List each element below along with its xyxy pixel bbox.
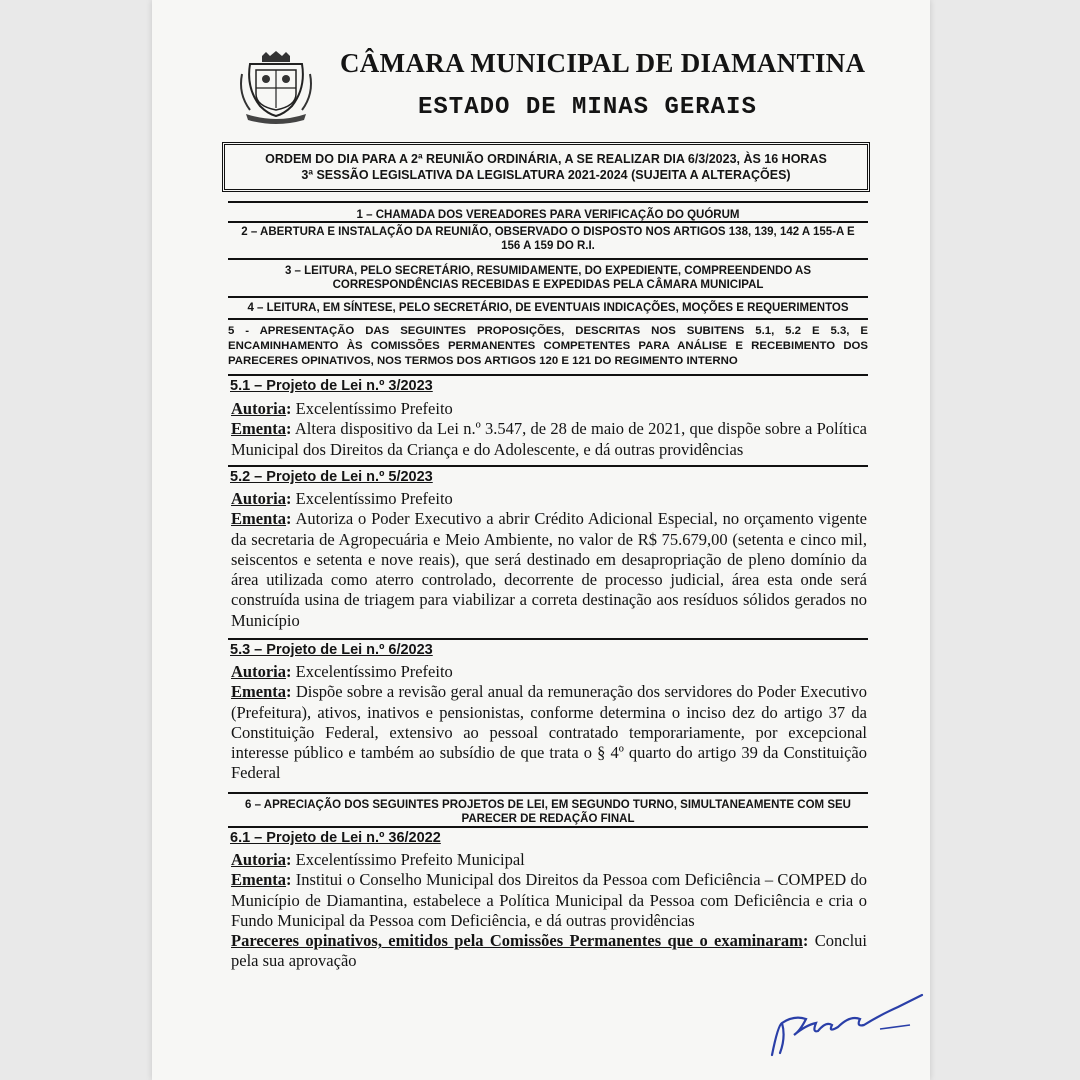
item-6-1-heading: 6.1 – Projeto de Lei n.º 36/2022 <box>230 830 441 846</box>
autoria-label: Autoria <box>231 850 286 869</box>
section-2-line-1: 2 – ABERTURA E INSTALAÇÃO DA REUNIÃO, OBSERVADO O DISPOSTO NOS ARTIGOS 138, 139, 142 A 155-A E <box>241 226 855 238</box>
item-6-1-ementa: Ementa: Institui o Conselho Municipal dos Direitos da Pessoa com Deficiência – COMPED do Município de Diamantina, estabelece a Política Municipal da Pessoa com Deficiência e cria o Fundo Municipal da Pessoa com Deficiência, e dá outras providências <box>231 870 867 930</box>
item-6-1-pareceres: Pareceres opinativos, emitidos pela Comissões Permanentes que o examinaram: Conclui pela sua aprovação <box>231 931 867 971</box>
item-5-2-ementa: Ementa: Autoriza o Poder Executivo a abrir Crédito Adicional Especial, no orçamento vigente da secretaria de Agropecuária e Meio Ambiente, no valor de R$ 75.679,00 (setenta e cinco mil, seiscentos e setenta e nove reais), que será destinado em desapropriação de pleno domínio da área utilizada como aterro controlado, decorrente de processo judicial, área esta onde será construída usina de triagem para viabilizar a correta destinação aos resíduos sólidos gerados no Município <box>231 509 868 630</box>
ementa-value: Dispõe sobre a revisão geral anual da remuneração dos servidores do Poder Executivo (Prefeitura), ativos, inativos e pensionistas, conforme determina o inciso dez do artigo 37 da Constituição Federal, extensivo ao pessoal contratado temporariamente, por excepcional interesse público e também ao subsídio de que trata o § 4º quarto do artigo 39 da Constituição Federal <box>231 682 867 783</box>
ementa-label: Ementa <box>231 682 286 702</box>
item-5-1-heading: 5.1 – Projeto de Lei n.º 3/2023 <box>230 378 433 394</box>
autoria-value: Excelentíssimo Prefeito <box>295 489 453 508</box>
divider <box>228 465 868 467</box>
divider <box>228 826 868 828</box>
agenda-header-box <box>222 142 870 192</box>
autoria-label: Autoria <box>231 662 286 681</box>
chamber-title: CÂMARA MUNICIPAL DE DIAMANTINA <box>340 48 866 78</box>
section-4-text: 4 – LEITURA, EM SÍNTESE, PELO SECRETÁRIO, DE EVENTUAIS INDICAÇÕES, MOÇÕES E REQUERIMENTOS <box>247 302 849 314</box>
item-5-2-body <box>231 489 867 631</box>
divider <box>228 374 868 376</box>
agenda-header-line-2: 3ª SESSÃO LEGISLATIVA DA LEGISLATURA 2021-2024 (SUJEITA A ALTERAÇÕES) <box>301 168 791 182</box>
ementa-value: Institui o Conselho Municipal dos Direitos da Pessoa com Deficiência – COMPED do Município de Diamantina, estabelece a Política Municipal da Pessoa com Deficiência e cria o Fundo Municipal da Pessoa com Deficiência, e dá outras providências <box>231 870 867 930</box>
section-3 <box>228 258 868 292</box>
ementa-label: Ementa <box>231 419 286 439</box>
ementa-label: Ementa <box>231 509 286 529</box>
autoria-value: Excelentíssimo Prefeito <box>295 399 453 418</box>
municipal-crest-icon <box>236 50 316 125</box>
item-5-2-autoria: Autoria: Excelentíssimo Prefeito <box>231 489 453 508</box>
item-5-1-body <box>231 399 867 460</box>
ementa-value: Autoriza o Poder Executivo a abrir Crédito Adicional Especial, no orçamento vigente da secretaria de Agropecuária e Meio Ambiente, no valor de R$ 75.679,00 (setenta e cinco mil, seiscentos e setenta e nove reais), que será destinado em desapropriação de pleno domínio da área utilizada como aterro controlado, decorrente de processo judicial, área esta onde será construída usina de triagem para viabilizar a correta destinação aos resíduos sólidos gerados no Município <box>231 509 868 630</box>
item-6-1-body <box>231 850 867 972</box>
section-4 <box>228 296 868 315</box>
item-6-1-autoria: Autoria: Excelentíssimo Prefeito Municipal <box>231 850 525 869</box>
item-5-1-autoria: Autoria: Excelentíssimo Prefeito <box>231 399 453 418</box>
handwritten-signature-icon <box>760 985 930 1065</box>
agenda-header-line-1: ORDEM DO DIA PARA A 2ª REUNIÃO ORDINÁRIA, A SE REALIZAR DIA 6/3/2023, ÀS 16 HORAS <box>265 152 827 166</box>
section-2 <box>228 221 868 253</box>
ementa-value: Altera dispositivo da Lei n.º 3.547, de 28 de maio de 2021, que dispõe sobre a Política Municipal dos Direitos da Criança e do Adolescente, e dá outras providências <box>231 419 867 459</box>
state-subtitle: ESTADO DE MINAS GERAIS <box>418 94 757 121</box>
item-5-3-ementa: Ementa: Dispõe sobre a revisão geral anual da remuneração dos servidores do Poder Executivo (Prefeitura), ativos, inativos e pensionistas, conforme determina o inciso dez do artigo 37 da Constituição Federal, extensivo ao pessoal contratado temporariamente, por excepcional interesse público e também ao subsídio de que trata o § 4º quarto do artigo 39 da Constituição Federal <box>231 682 867 783</box>
item-5-3-heading: 5.3 – Projeto de Lei n.º 6/2023 <box>230 642 433 658</box>
section-5-text: 5 - APRESENTAÇÃO DAS SEGUINTES PROPOSIÇÕES, DESCRITAS NOS SUBITENS 5.1, 5.2 E 5.3, E ENCAMINHAMENTO ÀS COMISSÕES PERMANENTES COMPETENTES PARA ANÁLISE E RECEBIMENTO DOS PARECERES OPINATIVOS, NOS TERMOS DOS ARTIGOS 120 E 121 DO REGIMENTO INTERNO <box>228 325 868 367</box>
autoria-label: Autoria <box>231 399 286 418</box>
section-1-text: 1 – CHAMADA DOS VEREADORES PARA VERIFICAÇÃO DO QUÓRUM <box>356 209 740 221</box>
item-5-1-ementa: Ementa: Altera dispositivo da Lei n.º 3.547, de 28 de maio de 2021, que dispõe sobre a Política Municipal dos Direitos da Criança e do Adolescente, e dá outras providências <box>231 419 867 459</box>
item-5-3-body <box>231 662 867 784</box>
pareceres-label: Pareceres opinativos, emitidos pela Comissões Permanentes que o examinaram <box>231 931 803 951</box>
autoria-label: Autoria <box>231 489 286 508</box>
pareceres-value: Conclui pela sua aprovação <box>231 931 867 971</box>
autoria-value: Excelentíssimo Prefeito Municipal <box>295 850 525 869</box>
divider <box>228 638 868 640</box>
section-5 <box>228 318 868 369</box>
item-5-2-heading: 5.2 – Projeto de Lei n.º 5/2023 <box>230 469 433 485</box>
section-3-line-1: 3 – LEITURA, PELO SECRETÁRIO, RESUMIDAMENTE, DO EXPEDIENTE, COMPREENDENDO AS <box>284 265 812 277</box>
section-3-line-2: CORRESPONDÊNCIAS RECEBIDAS E EXPEDIDAS PELA CÂMARA MUNICIPAL <box>332 279 764 291</box>
item-5-3-autoria: Autoria: Excelentíssimo Prefeito <box>231 662 453 681</box>
ementa-label: Ementa <box>231 870 286 890</box>
section-6 <box>228 792 868 826</box>
section-6-line-1: 6 – APRECIAÇÃO DOS SEGUINTES PROJETOS DE LEI, EM SEGUNDO TURNO, SIMULTANEAMENTE COM SEU <box>245 799 851 811</box>
section-2-line-2: 156 A 159 DO R.I. <box>501 240 595 252</box>
autoria-value: Excelentíssimo Prefeito <box>295 662 453 681</box>
section-1 <box>228 201 868 223</box>
section-6-line-2: PARECER DE REDAÇÃO FINAL <box>461 813 635 825</box>
